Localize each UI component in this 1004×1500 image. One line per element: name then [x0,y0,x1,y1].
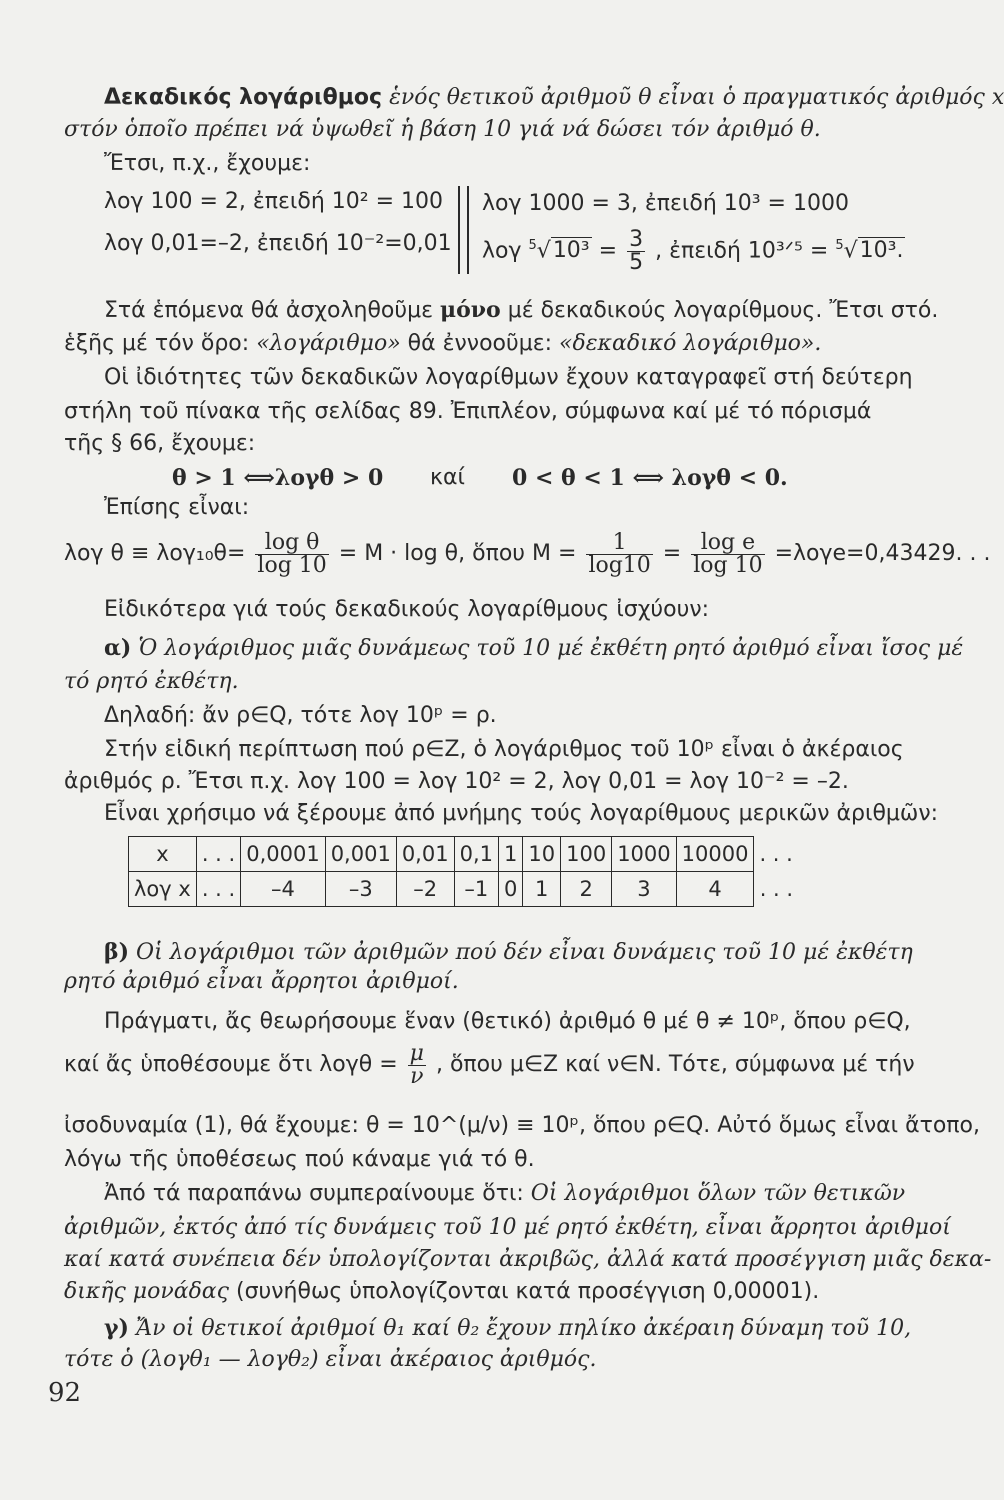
table-cell: 1 [523,872,561,907]
table-cell: 4 [676,872,754,907]
example-c: λογ 1000 = 3, ἐπειδή 10³ = 1000 [482,191,849,216]
table-cell: 100 [561,837,612,872]
table-cell: 0,1 [454,837,498,872]
property-b-line-1: β) Οἱ λογάριθμοι τῶν ἀριθμῶν πού δέν εἶναι δυνάμεις τοῦ 10 μέ ἐκθέτη [104,939,913,965]
example-d: λογ $^5$√10³ = $\frac{3}{5}$ , ἐπειδή 10³ᐟ⁵ = $^5$√10³. [482,226,904,275]
conclusion-line-1: Ἀπό τά παραπάνω συμπεραίνουμε ὅτι: Οἱ λογάριθμοι ὅλων τῶν θετικῶν [104,1181,906,1206]
para3-line-2: στήλη τοῦ πίνακα τῆς σελίδας 89. Ἐπιπλέον, σύμφωνα καί μέ τό πόρισμά [64,399,872,424]
case-line-2: ἀριθμός ρ. Ἔτσι π.χ. λογ 100 = λογ 10² = 2, λογ 0,01 = λογ 10⁻² = –2. [64,769,849,794]
special-line: Εἰδικότερα γιά τούς δεκαδικούς λογαρίθμους ἰσχύουν: [104,597,710,622]
table-cell: 0,0001 [241,837,325,872]
fraction-log-theta: $\frac{\text{log θ}}{\log 10}$ [257,529,327,578]
episis-line: Ἐπίσης εἶναι: [104,495,250,520]
table-cell: 10000 [676,837,754,872]
table-cell: λογ x [129,872,197,907]
conclusion-line-4: δικῆς μονάδας (συνήθως ὑπολογίζονται κατά προσέγγιση 0,00001). [64,1279,820,1304]
bold-word: μόνο [439,297,501,323]
para3-line-1: Οἱ ἰδιότητες τῶν δεκαδικῶν λογαρίθμων ἔχουν καταγραφεῖ στή δεύτερη [104,365,913,390]
table-cell: . . . [196,837,240,872]
proof-line-3: ἰσοδυναμία (1), θά ἔχουμε: θ = 10^(μ/ν) ≡ 10ᵖ, ὅπου ρ∈Q. Αὐτό ὅμως εἶναι ἄτοπο, [64,1113,980,1138]
property-c-line-1: γ) Ἄν οἱ θετικοί ἀριθμοί θ₁ καί θ₂ ἔχουν πηλίκο ἀκέραιη δύναμη τοῦ 10, [104,1315,912,1341]
fraction-one-over-log10: $\frac{1}{\log 10}$ [588,529,651,578]
table-row-log [129,872,799,907]
table-cell: . . . [759,842,793,866]
table-row-x [129,837,799,872]
proof-line-1: Πράγματι, ἄς θεωρήσουμε ἕναν (θετικό) ἀριθμό θ μέ θ ≠ 10ᵖ, ὅπου ρ∈Q, [104,1009,911,1034]
property-a-line-2: τό ρητό ἐκθέτη. [64,669,239,694]
table-cell: 0 [498,872,522,907]
fraction-three-fifths: $\frac{3}{5}$ [629,226,644,275]
table-cell: . . . [196,872,240,907]
conclusion-line-3: καί κατά συνέπεια δέν ὑπολογίζονται ἀκριβῶς, ἀλλά κατά προσέγγιση μιᾶς δεκα- [64,1247,992,1272]
example-a: λογ 100 = 2, ἐπειδή 10² = 100 [104,189,443,214]
page-number: 92 [48,1378,82,1408]
table-cell: 3 [612,872,676,907]
term-bold: Δεκαδικός λογάριθμος [104,85,383,110]
definition-line-1: Δεκαδικός λογάριθμος ἑνός θετικοῦ ἀριθμοῦ θ εἶναι ὁ πραγματικός ἀριθμός x [104,85,1004,110]
para2-line-1: Στά ἑπόμενα θά ἀσχοληθοῦμε μόνο μέ δεκαδικούς λογαρίθμους. Ἔτσι στό. [104,297,939,323]
dilad-line: Δηλαδή: ἄν ρ∈Q, τότε λογ 10ᵖ = ρ. [104,703,497,728]
proof-line-2: καί ἄς ὑποθέσουμε ὅτι λογθ = $\frac{\mu}{\nu}$ , ὅπου μ∈Z καί ν∈N. Τότε, σύμφωνα μέ τήν [64,1040,915,1089]
inequality-b: 0 < θ < 1 ⟺ λογθ < 0. [512,465,788,491]
inequality-kai: καί [430,465,465,490]
table-cell: –2 [396,872,454,907]
table-cell: –3 [325,872,396,907]
case-line-1: Στήν εἰδική περίπτωση πού ρ∈Z, ὁ λογάριθμος τοῦ 10ᵖ εἶναι ὁ ἀκέραιος [104,737,904,762]
useful-line: Εἶναι χρήσιμο νά ξέρουμε ἀπό μνήμης τούς λογαρίθμους μερικῶν ἀριθμῶν: [104,801,939,826]
fraction-mu-nu: $\frac{\mu}{\nu}$ [409,1040,424,1089]
table-cell: 1000 [612,837,676,872]
property-a-line-1: α) Ὁ λογάριθμος μιᾶς δυνάμεως τοῦ 10 μέ ἐκθέτη ρητό ἀριθμό εἶναι ἴσος μέ [104,635,964,661]
table-cell: –4 [241,872,325,907]
table-cell: x [129,837,197,872]
conclusion-line-2: ἀριθμῶν, ἐκτός ἀπό τίς δυνάμεις τοῦ 10 μέ ρητό ἐκθέτη, εἶναι ἄρρητοι ἀριθμοί [64,1215,951,1240]
log-table [128,836,799,907]
property-b-line-2: ρητό ἀριθμό εἶναι ἄρρητοι ἀριθμοί. [64,969,459,994]
etsi-line: Ἔτσι, π.χ., ἔχουμε: [104,151,311,176]
example-b: λογ 0,01=–2, ἐπειδή 10⁻²=0,01 [104,231,452,256]
para3-line-3: τῆς § 66, ἔχουμε: [64,431,256,456]
para2-line-2: ἑξῆς μέ τόν ὅρο: «λογάριθμο» θά ἐννοοῦμε: «δεκαδικό λογάριθμο». [64,331,822,356]
table-cell: 2 [561,872,612,907]
table-cell: 0,001 [325,837,396,872]
fraction-log-e: $\frac{\text{log e}}{\log 10}$ [693,529,763,578]
definition-line-2: στόν ὁποῖο πρέπει νά ὑψωθεῖ ἡ βάση 10 γιά νά δώσει τόν ἀριθμό θ. [64,117,821,142]
inequality-a: θ > 1 ⟺λογθ > 0 [172,465,384,491]
table-cell: 1 [498,837,522,872]
table-cell: 0,01 [396,837,454,872]
formula-line: λογ θ ≡ λογ₁₀θ= $\frac{\text{log θ}}{\log 10}$ = M · log θ, ὅπου M = $\frac{1}{\log 10}$ = $\frac{\text{log e}}{\log 10}$ =λογe=0,43429. . . [64,529,991,578]
table-cell: –1 [454,872,498,907]
table-cell: . . . [759,877,794,901]
double-vertical-rule [458,186,469,274]
table-cell: 10 [523,837,561,872]
proof-line-4: λόγω τῆς ὑποθέσεως πού κάναμε γιά τό θ. [64,1147,535,1172]
property-c-line-2: τότε ὁ (λογθ₁ — λογθ₂) εἶναι ἀκέραιος ἀριθμός. [64,1347,597,1372]
